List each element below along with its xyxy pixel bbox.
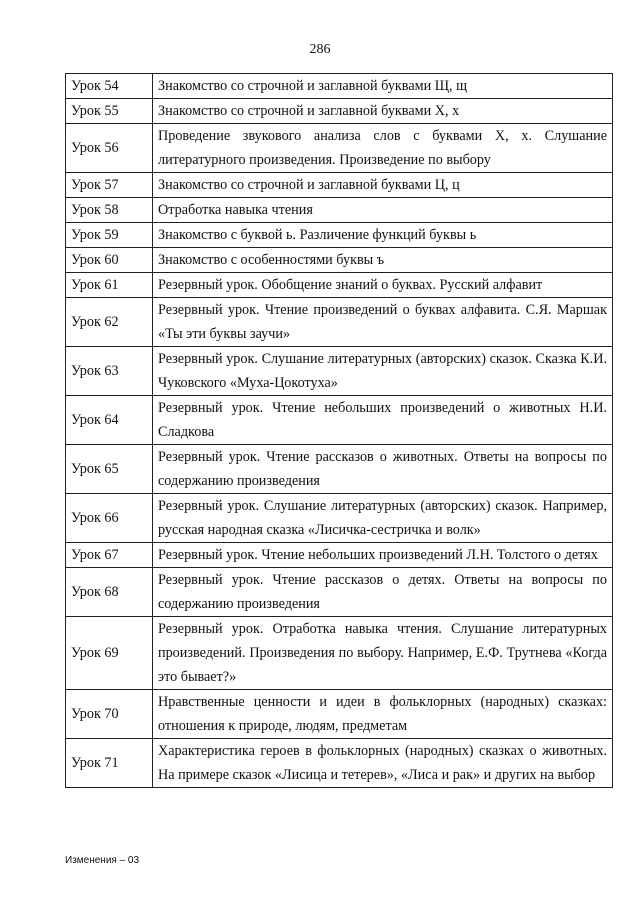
lessons-table-body bbox=[66, 74, 613, 788]
lesson-number-cell: Урок 63 bbox=[66, 347, 153, 396]
lesson-topic-cell: Знакомство со строчной и заглавной буквами Х, х bbox=[153, 99, 613, 124]
lesson-topic-cell: Отработка навыка чтения bbox=[153, 198, 613, 223]
table-row bbox=[66, 223, 613, 248]
page-number: 286 bbox=[309, 42, 331, 57]
lesson-number-cell: Урок 66 bbox=[66, 494, 153, 543]
lesson-number-cell: Урок 68 bbox=[66, 568, 153, 617]
lesson-topic-cell: Резервный урок. Чтение небольших произведений о животных Н.И. Сладкова bbox=[153, 396, 613, 445]
lesson-topic-cell: Характеристика героев в фольклорных (народных) сказках о животных. На примере сказок «Лисица и тетерев», «Лиса и рак» и других на выбор bbox=[153, 739, 613, 788]
lessons-table bbox=[65, 73, 613, 788]
table-row bbox=[66, 248, 613, 273]
lesson-topic-cell: Резервный урок. Чтение рассказов о животных. Ответы на вопросы по содержанию произведения bbox=[153, 445, 613, 494]
table-row bbox=[66, 617, 613, 690]
lesson-topic-cell: Резервный урок. Чтение рассказов о детях. Ответы на вопросы по содержанию произведения bbox=[153, 568, 613, 617]
lesson-number-cell: Урок 64 bbox=[66, 396, 153, 445]
table-row bbox=[66, 273, 613, 298]
table-row bbox=[66, 99, 613, 124]
lesson-number-cell: Урок 61 bbox=[66, 273, 153, 298]
lesson-topic-cell: Знакомство с буквой ь. Различение функций буквы ь bbox=[153, 223, 613, 248]
lesson-number-cell: Урок 71 bbox=[66, 739, 153, 788]
table-row bbox=[66, 347, 613, 396]
table-row bbox=[66, 198, 613, 223]
table-row bbox=[66, 690, 613, 739]
lesson-number-cell: Урок 60 bbox=[66, 248, 153, 273]
lesson-topic-cell: Резервный урок. Слушание литературных (авторских) сказок. Сказка К.И. Чуковского «Муха-Цокотуха» bbox=[153, 347, 613, 396]
table-row bbox=[66, 173, 613, 198]
lesson-topic-cell: Проведение звукового анализа слов с буквами Х, х. Слушание литературного произведения. Произведение по выбору bbox=[153, 124, 613, 173]
lesson-topic-cell: Нравственные ценности и идеи в фольклорных (народных) сказках: отношения к природе, людям, предметам bbox=[153, 690, 613, 739]
table-row bbox=[66, 298, 613, 347]
lesson-number-cell: Урок 56 bbox=[66, 124, 153, 173]
lesson-topic-cell: Резервный урок. Чтение небольших произведений Л.Н. Толстого о детях bbox=[153, 543, 613, 568]
table-row bbox=[66, 445, 613, 494]
table-row bbox=[66, 74, 613, 99]
lesson-number-cell: Урок 57 bbox=[66, 173, 153, 198]
table-row bbox=[66, 396, 613, 445]
lesson-topic-cell: Знакомство со строчной и заглавной буквами Щ, щ bbox=[153, 74, 613, 99]
lesson-number-cell: Урок 65 bbox=[66, 445, 153, 494]
lesson-topic-cell: Резервный урок. Обобщение знаний о буквах. Русский алфавит bbox=[153, 273, 613, 298]
lesson-topic-cell: Резервный урок. Слушание литературных (авторских) сказок. Например, русская народная сказка «Лисичка-сестричка и волк» bbox=[153, 494, 613, 543]
table-row bbox=[66, 739, 613, 788]
table-row bbox=[66, 124, 613, 173]
lesson-topic-cell: Резервный урок. Отработка навыка чтения. Слушание литературных произведений. Произведения по выбору. Например, Е.Ф. Трутнева «Когда это бывает?» bbox=[153, 617, 613, 690]
lesson-number-cell: Урок 59 bbox=[66, 223, 153, 248]
lesson-topic-cell: Резервный урок. Чтение произведений о буквах алфавита. С.Я. Маршак «Ты эти буквы заучи» bbox=[153, 298, 613, 347]
table-row bbox=[66, 568, 613, 617]
lesson-number-cell: Урок 55 bbox=[66, 99, 153, 124]
lesson-topic-cell: Знакомство с особенностями буквы ъ bbox=[153, 248, 613, 273]
table-row bbox=[66, 543, 613, 568]
lesson-number-cell: Урок 67 bbox=[66, 543, 153, 568]
lesson-number-cell: Урок 70 bbox=[66, 690, 153, 739]
lesson-number-cell: Урок 58 bbox=[66, 198, 153, 223]
lesson-number-cell: Урок 69 bbox=[66, 617, 153, 690]
lesson-topic-cell: Знакомство со строчной и заглавной буквами Ц, ц bbox=[153, 173, 613, 198]
revision-footer: Изменения – 03 bbox=[65, 855, 140, 866]
lesson-number-cell: Урок 62 bbox=[66, 298, 153, 347]
lesson-number-cell: Урок 54 bbox=[66, 74, 153, 99]
table-row bbox=[66, 494, 613, 543]
